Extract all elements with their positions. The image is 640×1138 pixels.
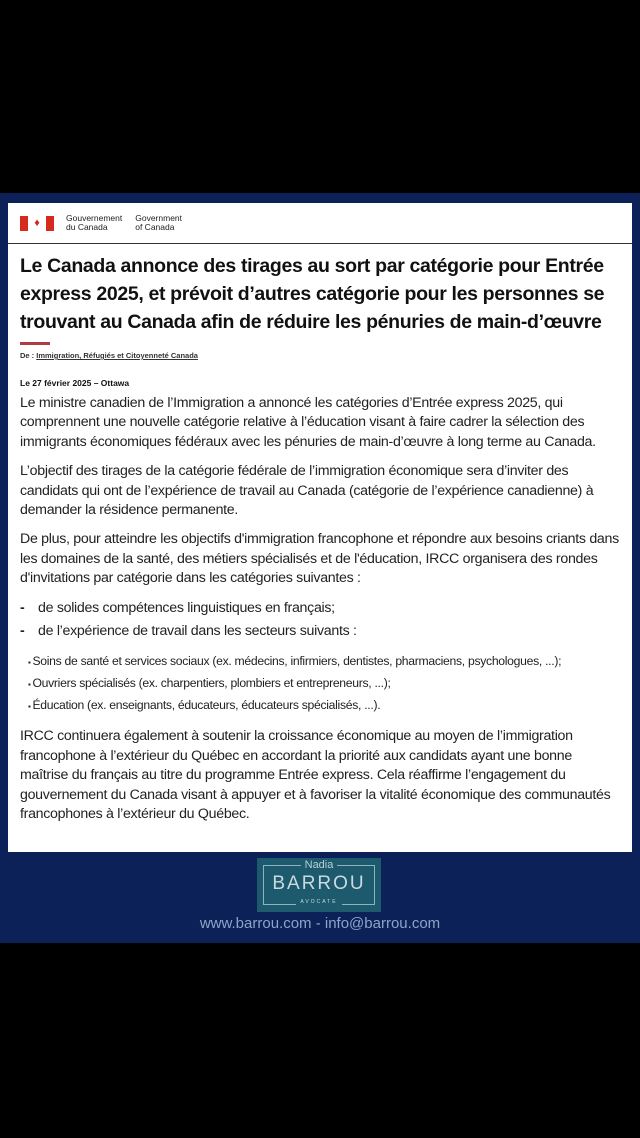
title-underline: [20, 342, 50, 345]
gov-en-line1: Government: [135, 212, 183, 223]
sector-item: ▪ Ouvriers spécialisés (ex. charpentiers, plombiers et entrepreneurs, ...);: [28, 673, 622, 695]
sector-list: [28, 651, 622, 717]
gov-fr-line2: du Canada: [66, 222, 108, 232]
paragraph: Le ministre canadien de l’Immigration a annoncé les catégories d’Entrée express 2025, qui comprennent une nouvelle catégorie relative à l’éducation visant à faire cadrer la sélection des immigrants économiques fédéraux avec les pénuries de main-d’œuvre à long terme au Canada.: [20, 395, 596, 450]
contact-line: www.barrou.com - info@barrou.com: [199, 915, 441, 932]
from-label: De :: [20, 351, 35, 360]
list-item-text: de l’expérience de travail dans les secteurs suivants :: [38, 623, 357, 640]
list-item: - de l’expérience de travail dans les secteurs suivants :: [20, 622, 622, 641]
gov-canada-header: [8, 203, 632, 244]
gov-en-line2: of Canada: [135, 222, 175, 232]
sector-item: ▪ Soins de santé et services sociaux (ex. médecins, infirmiers, dentistes, pharmaciens, psychologues, ...);: [28, 651, 622, 673]
logo-first-name: Nadia: [301, 859, 338, 871]
article-body: [20, 394, 622, 825]
canada-flag-icon: ♦: [20, 216, 54, 231]
list-item-text: de solides compétences linguistiques en français;: [38, 599, 335, 616]
gov-name-en: [135, 214, 182, 233]
department-link[interactable]: Immigration, Réfugiés et Citoyenneté Canada: [36, 351, 198, 360]
page-title: Le Canada annonce des tirages au sort par catégorie pour Entrée express 2025, et prévoit d’autres catégorie pour les personnes se trouvant au Canada afin de réduire les pénuries de main-d’œuvre: [20, 255, 605, 333]
logo-last-name: BARROU: [272, 873, 366, 894]
gov-fr-line1: Gouvernement: [66, 212, 123, 223]
gov-name-fr: [66, 214, 122, 233]
sector-item: ▪ Éducation (ex. enseignants, éducateurs, éducateurs spécialisés, ...).: [28, 695, 622, 717]
from-line: [20, 351, 632, 360]
list-item: - de solides compétences linguistiques en français;: [20, 599, 622, 618]
news-card: [8, 203, 632, 852]
logo-subtitle: AVOCATE: [296, 899, 341, 905]
paragraph: IRCC continuera également à soutenir la croissance économique au moyen de l’immigration francophone à l’extérieur du Québec en accordant la priorité aux candidats ayant une bonne maîtrise du français au titre du programme Entrée express. Cela réaffirme l’engagement du gouvernement du Canada visant à appuyer et à favoriser la vitalité économique des communautés francophones à l’extérieur du Québec.: [20, 728, 611, 823]
paragraph: De plus, pour atteindre les objectifs d'immigration francophone et répondre aux besoins criants dans les domaines de la santé, des métiers spécialisés et de l'éducation, IRCC organisera des rondes d'invitations par catégorie dans les catégories suivantes :: [20, 531, 619, 587]
dateline: Le 27 février 2025 – Ottawa: [20, 378, 130, 388]
barrou-logo: [257, 858, 381, 912]
paragraph: L’objectif des tirages de la catégorie fédérale de l’immigration économique sera d’inviter des candidats qui ont de l’expérience de travail au Canada (catégorie de l’expérience canadienne) à demander la résidence permanente.: [20, 463, 594, 519]
